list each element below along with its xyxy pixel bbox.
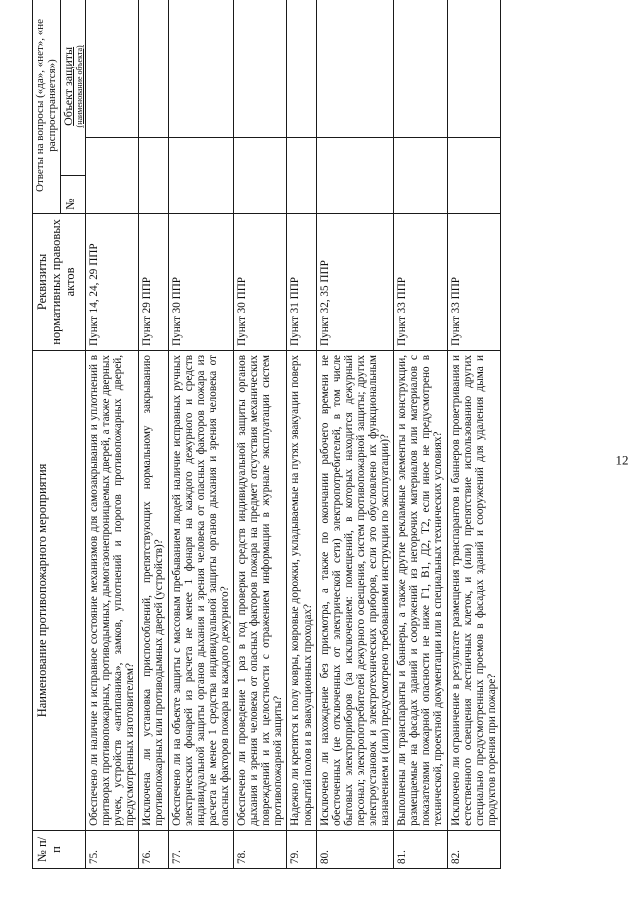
row-requisites: Пункт 29 ППР (139, 213, 168, 350)
row-object-cell[interactable] (287, 0, 316, 137)
row-requisites: Пункт 32, 35 ППР (316, 213, 394, 350)
row-answer-cell[interactable] (394, 137, 447, 213)
table-row (168, 0, 233, 869)
row-measure-text: Исключена ли установка приспособлений, препятствующих нормальному закрыванию противопожарных или противодымных дверей (устройств)? (139, 350, 168, 830)
row-measure-text: Выполнены ли транспаранты и баннеры, а также другие рекламные элементы и конструкции, размещаемые на фасадах зданий и сооружений из негорючих материалов или материалов с показателями пожарной опасности не ниже Г1, В1, Д2, Т2, если иное не предусмотрено в технической, проектной документации или в специальных технических условиях? (394, 350, 447, 830)
row-answer-cell[interactable] (86, 137, 139, 213)
row-answer-cell[interactable] (139, 137, 168, 213)
row-answer-cell[interactable] (168, 137, 233, 213)
row-measure-text: Исключено ли нахождение без присмотра, а также по окончании рабочего времени не обесточенных (не отключенных от электрической сети) электропотребителей, в том числе бытовых электроприборов (за исключением: помещений, в которых находится дежурный персонал; электропотребителей дежурного освещения, систем противопожарной защиты; других электроустановок и электротехнических приборов, если это обусловлено их функциональным назначением и (или) предусмотрено требованиями инструкции по эксплуатации)? (316, 350, 394, 830)
row-measure-text: Обеспечено ли на объекте защиты с массовым пребыванием людей наличие исправных ручных электрических фонарей из расчета не менее 1 фонаря на каждого дежурного и средств индивидуальной защиты органов дыхания и зрения человека от опасных факторов пожара из расчета не менее 1 средства индивидуальной защиты органов дыхания и зрения человека от опасных факторов пожара на каждого дежурного? (168, 350, 233, 830)
table-row (316, 0, 394, 869)
checklist-body (86, 0, 501, 869)
row-num: 76. (139, 830, 168, 868)
row-measure-text: Обеспечено ли проведение 1 раз в год проверки средств индивидуальной защиты органов дыхания и зрения человека от опасных факторов пожара на предмет отсутствия механических повреждений и их целостности с отражением информации в журнале эксплуатации систем противопожарной защиты? (234, 350, 287, 830)
table-row (86, 0, 139, 869)
row-measure-text: Обеспечено ли наличие и исправное состояние механизмов для самозакрывания и уплотнений в притворах противопожарных, противодымных, дымогазонепроницаемых дверей, а также дверных ручек, устройств «антипаника», замков, уплотнений и порогов противопожарных дверей, предусмотренных изготовителем? (86, 350, 139, 830)
row-requisites: Пункт 33 ППР (447, 213, 500, 350)
row-num: 80. (316, 830, 394, 868)
row-num: 75. (86, 830, 139, 868)
page-number: 12 (615, 452, 629, 468)
fire-safety-checklist-table (32, 0, 501, 869)
row-requisites: Пункт 33 ППР (394, 213, 447, 350)
row-object-cell[interactable] (316, 0, 394, 137)
row-answer-cell[interactable] (316, 137, 394, 213)
row-object-cell[interactable] (139, 0, 168, 137)
table-row (139, 0, 168, 869)
row-num: 77. (168, 830, 233, 868)
row-object-cell[interactable] (234, 0, 287, 137)
row-requisites: Пункт 31 ППР (287, 213, 316, 350)
header-name: Наименование противопожарного мероприятия (33, 350, 86, 830)
row-measure-text: Надежно ли крепятся к полу ковры, ковровые дорожки, укладываемые на путях эвакуации поверх покрытий полов и в эвакуационных проходах? (287, 350, 316, 830)
row-num: 82. (447, 830, 500, 868)
row-num: 78. (234, 830, 287, 868)
row-num: 79. (287, 830, 316, 868)
row-answer-cell[interactable] (447, 137, 500, 213)
row-object-cell[interactable] (168, 0, 233, 137)
table-header-row (33, 0, 61, 869)
row-measure-text: Исключено ли ограничение в результате размещения транспарантов и баннеров проветривания и естественного освещения лестничных клеток, и (или) препятствие использованию других специально предусмотренных проемов в фасадах зданий и сооружений для удаления дыма и продуктов горения при пожаре? (447, 350, 500, 830)
header-object: Объект защиты (61, 46, 75, 126)
header-object-num: № (61, 175, 86, 213)
row-answer-cell[interactable] (287, 137, 316, 213)
header-requisites: Реквизиты нормативных правовых актов (33, 213, 86, 350)
header-object-cell (61, 0, 86, 175)
row-object-cell[interactable] (86, 0, 139, 137)
row-requisites: Пункт 30 ППР (168, 213, 233, 350)
header-answers: Ответы на вопросы («да», «нет», «не распространяется») (33, 0, 61, 213)
table-row (287, 0, 316, 869)
table-row (447, 0, 500, 869)
header-object-name: (наименование объекта) (75, 45, 84, 128)
header-num: № п/п (33, 830, 86, 868)
row-object-cell[interactable] (394, 0, 447, 137)
table-row (234, 0, 287, 869)
row-requisites: Пункт 30 ППР (234, 213, 287, 350)
table-row (394, 0, 447, 869)
row-object-cell[interactable] (447, 0, 500, 137)
row-num: 81. (394, 830, 447, 868)
row-requisites: Пункт 14, 24, 29 ППР (86, 213, 139, 350)
row-answer-cell[interactable] (234, 137, 287, 213)
